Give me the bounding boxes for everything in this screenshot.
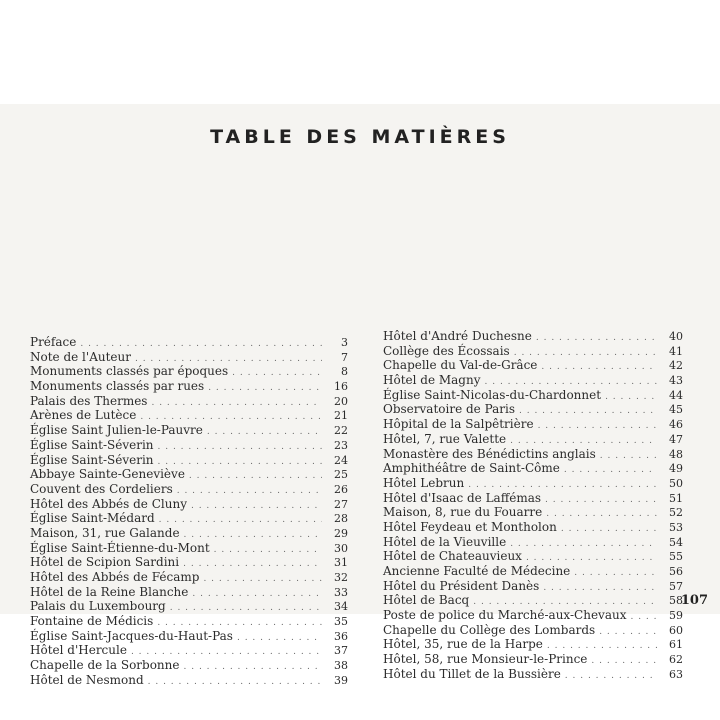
toc-entry xyxy=(383,593,683,608)
toc-entry-title: Hôtel d'Isaac de Laffémas xyxy=(383,490,542,505)
dot-leader xyxy=(591,654,657,669)
dot-leader xyxy=(232,366,322,381)
dot-leader xyxy=(191,499,322,514)
toc-entry xyxy=(30,497,348,512)
dot-leader xyxy=(148,675,322,690)
toc-entry xyxy=(30,570,348,585)
toc-entry-page: 21 xyxy=(334,409,348,423)
toc-entry-title: Église Saint-Nicolas-du-Chardonnet xyxy=(383,387,602,402)
dot-leader xyxy=(237,631,322,646)
toc-entry-page: 28 xyxy=(334,512,348,526)
toc-entry-title: Église Saint-Séverin xyxy=(30,452,154,467)
toc-entry xyxy=(383,358,683,373)
toc-entry-title: Fontaine de Médicis xyxy=(30,614,154,629)
toc-entry xyxy=(30,614,348,629)
toc-entry-title: Palais du Luxembourg xyxy=(30,599,166,614)
toc-entry-title: Maison, 8, rue du Fouarre xyxy=(383,505,543,520)
toc-entry-title: Hôtel Feydeau et Montholon xyxy=(383,519,557,534)
toc-entry-page: 16 xyxy=(334,380,348,394)
toc-entry xyxy=(30,438,348,453)
toc-entry-page: 7 xyxy=(341,350,348,364)
toc-entry-page: 47 xyxy=(669,432,683,446)
toc-entry-title: Église Saint Julien-le-Pauvre xyxy=(30,423,203,438)
toc-entry xyxy=(383,329,683,344)
toc-entry-page: 25 xyxy=(334,468,348,482)
toc-entry xyxy=(30,335,348,350)
toc-entry-page: 26 xyxy=(334,482,348,496)
dot-leader xyxy=(545,493,657,508)
toc-entry-page: 20 xyxy=(334,394,348,408)
dot-leader xyxy=(510,537,657,552)
dot-leader xyxy=(546,507,657,522)
toc-entry-page: 48 xyxy=(669,447,683,461)
dot-leader xyxy=(177,484,322,499)
toc-entry xyxy=(30,629,348,644)
toc-entry-title: Chapelle du Collège des Lombards xyxy=(383,622,596,637)
toc-entry xyxy=(30,423,348,438)
toc-entry-title: Couvent des Cordeliers xyxy=(30,481,173,496)
toc-entry-title: Hôtel de Magny xyxy=(383,373,481,388)
toc-entry-page: 43 xyxy=(669,374,683,388)
toc-entry-page: 22 xyxy=(334,424,348,438)
toc-entry xyxy=(383,447,683,462)
dot-leader xyxy=(203,572,322,587)
toc-entry-title: Monuments classés par rues xyxy=(30,379,205,394)
toc-entry-page: 34 xyxy=(334,600,348,614)
toc-entry-title: Hôtel Lebrun xyxy=(383,475,465,490)
toc-entry xyxy=(383,637,683,652)
page-title: TABLE DES MATIÈRES xyxy=(210,126,510,148)
toc-entry-page: 60 xyxy=(669,623,683,637)
dot-leader xyxy=(151,396,322,411)
dot-leader xyxy=(561,522,657,537)
toc-entry-title: Chapelle du Val-de-Grâce xyxy=(383,358,538,373)
toc-entry-page: 29 xyxy=(334,526,348,540)
toc-entry xyxy=(383,402,683,417)
toc-entry-title: Poste de police du Marché-aux-Chevaux xyxy=(383,608,627,623)
toc-entry-title: Hôtel du Président Danès xyxy=(383,578,540,593)
dot-leader xyxy=(208,381,322,396)
toc-entry-title: Préface xyxy=(30,335,77,349)
toc-entry-page: 32 xyxy=(334,571,348,584)
toc-entry-title: Hôtel des Abbés de Cluny xyxy=(30,496,187,511)
toc-entry-page: 37 xyxy=(334,644,348,658)
toc-entry xyxy=(383,491,683,506)
toc-entry-title: Hôtel de la Vieuville xyxy=(383,534,507,549)
dot-leader xyxy=(519,404,657,419)
toc-entry-title: Maison, 31, rue Galande xyxy=(30,525,180,540)
toc-entry-page: 31 xyxy=(334,556,348,570)
toc-entry-page: 3 xyxy=(341,336,348,349)
toc-entry-page: 63 xyxy=(669,667,683,681)
toc-entry-title: Chapelle de la Sorbonne xyxy=(30,658,180,673)
toc-entry-title: Église Saint-Étienne-du-Mont xyxy=(30,540,210,555)
toc-entry-page: 58 xyxy=(669,594,683,608)
toc-entry xyxy=(383,344,683,359)
dot-leader xyxy=(170,601,322,616)
toc-entry-title: Hôtel du Tillet de la Bussière xyxy=(383,666,561,681)
toc-entry-page: 52 xyxy=(669,506,683,520)
toc-entry xyxy=(30,394,348,409)
toc-entry xyxy=(30,658,348,673)
toc-entry xyxy=(383,373,683,388)
toc-entry-page: 62 xyxy=(669,653,683,667)
dot-leader xyxy=(536,331,657,346)
toc-entry-page: 33 xyxy=(334,585,348,599)
toc-entry-page: 27 xyxy=(334,497,348,511)
toc-entry xyxy=(383,388,683,403)
toc-entry xyxy=(383,461,683,476)
dot-leader xyxy=(207,425,322,440)
toc-entry-page: 49 xyxy=(669,462,683,476)
toc-entry-title: Hôtel, 58, rue Monsieur-le-Prince xyxy=(383,652,588,667)
toc-entry-page: 56 xyxy=(669,565,683,578)
toc-entry xyxy=(383,505,683,520)
dot-leader xyxy=(192,587,322,602)
toc-entry xyxy=(383,623,683,638)
toc-entry-title: Monastère des Bénédictins anglais xyxy=(383,446,596,461)
toc-entry xyxy=(30,511,348,526)
toc-entry-title: Hôtel de Nesmond xyxy=(30,672,144,687)
dot-leader xyxy=(543,581,657,596)
dot-leader xyxy=(189,469,322,484)
toc-entry xyxy=(383,520,683,535)
page-number: 107 xyxy=(680,593,708,608)
toc-entry-title: Église Saint-Médard xyxy=(30,511,155,526)
toc-entry-title: Amphithéâtre de Saint-Côme xyxy=(383,461,560,476)
toc-entry xyxy=(383,549,683,564)
dot-leader xyxy=(184,660,323,675)
toc-entry-page: 59 xyxy=(669,609,683,623)
toc-entry-title: Hôtel d'Hercule xyxy=(30,643,127,658)
toc-entry xyxy=(30,350,348,365)
toc-entry-page: 46 xyxy=(669,418,683,432)
dot-leader xyxy=(541,360,657,375)
toc-entry-page: 54 xyxy=(669,535,683,549)
toc-entry-title: Hôtel, 7, rue Valette xyxy=(383,431,507,446)
toc-entry xyxy=(383,608,683,623)
toc-entry xyxy=(383,579,683,594)
toc-entry-title: Hôtel de Chateauvieux xyxy=(383,549,522,564)
toc-entry-title: Hôtel, 35, rue de la Harpe xyxy=(383,637,543,652)
toc-entry-page: 50 xyxy=(669,476,683,490)
toc-entry-title: Hôtel de la Reine Blanche xyxy=(30,584,189,599)
toc-entry xyxy=(30,526,348,541)
toc-entry-page: 57 xyxy=(669,579,683,593)
toc-entry xyxy=(30,408,348,423)
toc-entry-page: 45 xyxy=(669,403,683,417)
toc-entry-page: 39 xyxy=(334,673,348,687)
toc-entry-page: 41 xyxy=(669,344,683,358)
toc-entry-page: 24 xyxy=(334,453,348,467)
toc-entry-page: 38 xyxy=(334,659,348,673)
toc-entry xyxy=(383,417,683,432)
dot-leader xyxy=(599,625,657,640)
toc-entry-page: 30 xyxy=(334,541,348,555)
toc-entry-title: Hôpital de la Salpêtrière xyxy=(383,417,534,432)
toc-entry xyxy=(30,453,348,468)
book-page xyxy=(0,104,720,687)
toc-entry xyxy=(30,467,348,482)
toc-entry-page: 42 xyxy=(669,359,683,373)
dot-leader xyxy=(158,440,322,455)
dot-leader xyxy=(574,566,657,581)
toc-entry-page: 40 xyxy=(669,330,683,343)
toc-left-column xyxy=(30,335,348,688)
dot-leader xyxy=(600,449,657,464)
toc-entry xyxy=(383,652,683,667)
dot-leader xyxy=(605,390,657,405)
toc-entry xyxy=(30,599,348,614)
toc-entry-title: Arènes de Lutèce xyxy=(30,408,137,423)
toc-entry xyxy=(30,555,348,570)
toc-entry-title: Observatoire de Paris xyxy=(383,402,516,417)
toc-entry-title: Note de l'Auteur xyxy=(30,349,131,364)
toc-entry-page: 8 xyxy=(341,365,348,379)
toc-entry xyxy=(30,673,348,688)
toc-entry-title: Monuments classés par époques xyxy=(30,364,229,379)
toc-entry xyxy=(383,432,683,447)
dot-leader xyxy=(159,513,322,528)
toc-entry-title: Collège des Écossais xyxy=(383,343,510,358)
toc-entry-page: 35 xyxy=(334,615,348,629)
toc-entry xyxy=(383,667,683,682)
toc-entry-title: Église Saint-Jacques-du-Haut-Pas xyxy=(30,628,233,643)
toc-entry-title: Ancienne Faculté de Médecine xyxy=(383,564,571,578)
toc-entry-page: 44 xyxy=(669,388,683,402)
toc-entry xyxy=(30,541,348,556)
toc-entry-page: 55 xyxy=(669,550,683,564)
dot-leader xyxy=(214,543,322,558)
toc-entry xyxy=(30,643,348,658)
toc-entry-page: 61 xyxy=(669,638,683,652)
toc-entry-page: 23 xyxy=(334,438,348,452)
dot-leader xyxy=(538,419,657,434)
dot-leader xyxy=(564,463,657,478)
toc-entry-title: Abbaye Sainte-Geneviève xyxy=(30,467,185,482)
toc-entry-title: Hôtel d'André Duchesne xyxy=(383,329,532,343)
toc-entry-title: Palais des Thermes xyxy=(30,393,148,408)
toc-entry-title: Hôtel des Abbés de Fécamp xyxy=(30,570,200,584)
toc-entry xyxy=(383,535,683,550)
toc-entry-title: Hôtel de Scipion Sardini xyxy=(30,555,180,570)
toc-entry-page: 36 xyxy=(334,629,348,643)
toc-right-column xyxy=(383,329,683,682)
toc-entry-title: Hôtel de Bacq xyxy=(383,593,470,608)
toc-entry xyxy=(30,379,348,394)
toc-entry xyxy=(383,564,683,579)
toc-entry-page: 51 xyxy=(669,491,683,505)
toc-entry xyxy=(383,476,683,491)
toc-entry xyxy=(30,364,348,379)
toc-entry xyxy=(30,482,348,497)
dot-leader xyxy=(183,557,322,572)
toc-entry-page: 53 xyxy=(669,520,683,534)
dot-leader xyxy=(630,610,657,625)
toc-entry xyxy=(30,585,348,600)
dot-leader xyxy=(565,669,657,684)
toc-entry-title: Église Saint-Séverin xyxy=(30,437,154,452)
